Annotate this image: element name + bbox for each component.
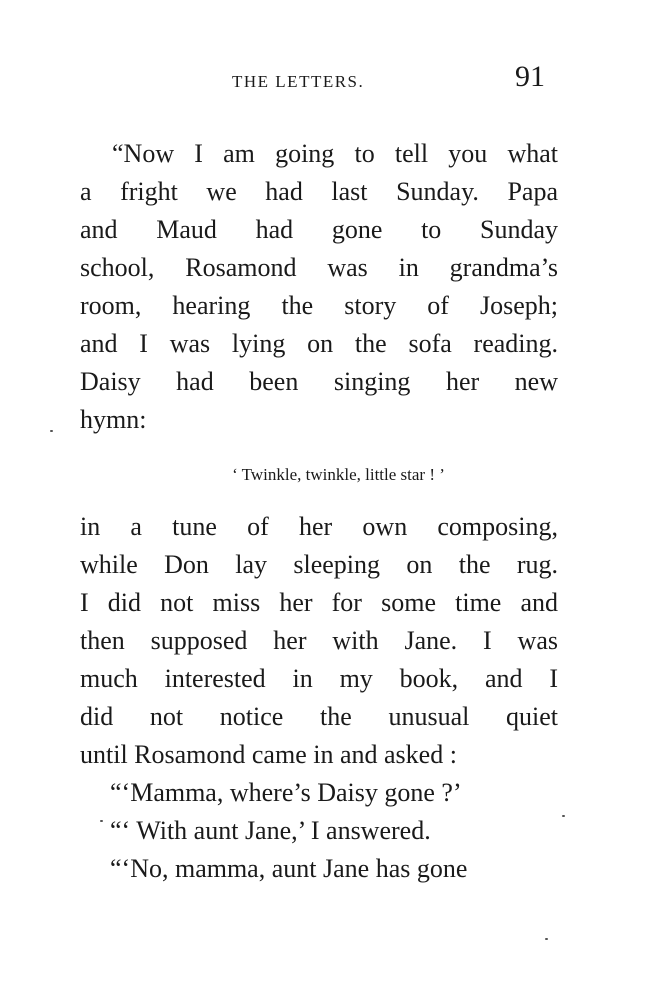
text-line: I did not miss her for some time and: [80, 588, 558, 617]
text-line: Daisy had been singing her new: [80, 367, 558, 396]
text-line: and Maud had gone to Sunday: [80, 215, 558, 244]
text-line: did not notice the unusual quiet: [80, 702, 558, 731]
text-line: “Now I am going to tell you what: [112, 139, 558, 168]
text-line: and I was lying on the sofa reading.: [80, 329, 558, 358]
text-line: until Rosamond came in and asked :: [80, 740, 457, 769]
print-speck: [545, 938, 548, 940]
text-line: school, Rosamond was in grandma’s: [80, 253, 558, 282]
print-speck: [562, 815, 565, 817]
text-line: hymn:: [80, 405, 147, 434]
verse-quote: ‘ Twinkle, twinkle, little star ! ’: [232, 465, 445, 484]
text-line: room, hearing the story of Joseph;: [80, 291, 558, 320]
print-speck: [100, 820, 103, 822]
paragraph-1: [80, 135, 558, 439]
dialogue-line: “‘No, mamma, aunt Jane has gone: [110, 854, 468, 883]
paragraph-2: [80, 508, 558, 888]
print-speck: [50, 430, 53, 432]
running-title: THE LETTERS.: [232, 72, 365, 91]
text-line: while Don lay sleeping on the rug.: [80, 550, 558, 579]
text-line: much interested in my book, and I: [80, 664, 558, 693]
page-number: 91: [515, 60, 545, 93]
dialogue-line: “‘Mamma, where’s Daisy gone ?’: [110, 778, 462, 807]
text-line: in a tune of her own composing,: [80, 512, 558, 541]
text-line: then supposed her with Jane. I was: [80, 626, 558, 655]
dialogue-line: “‘ With aunt Jane,’ I answered.: [110, 816, 431, 845]
text-line: a fright we had last Sunday. Papa: [80, 177, 558, 206]
